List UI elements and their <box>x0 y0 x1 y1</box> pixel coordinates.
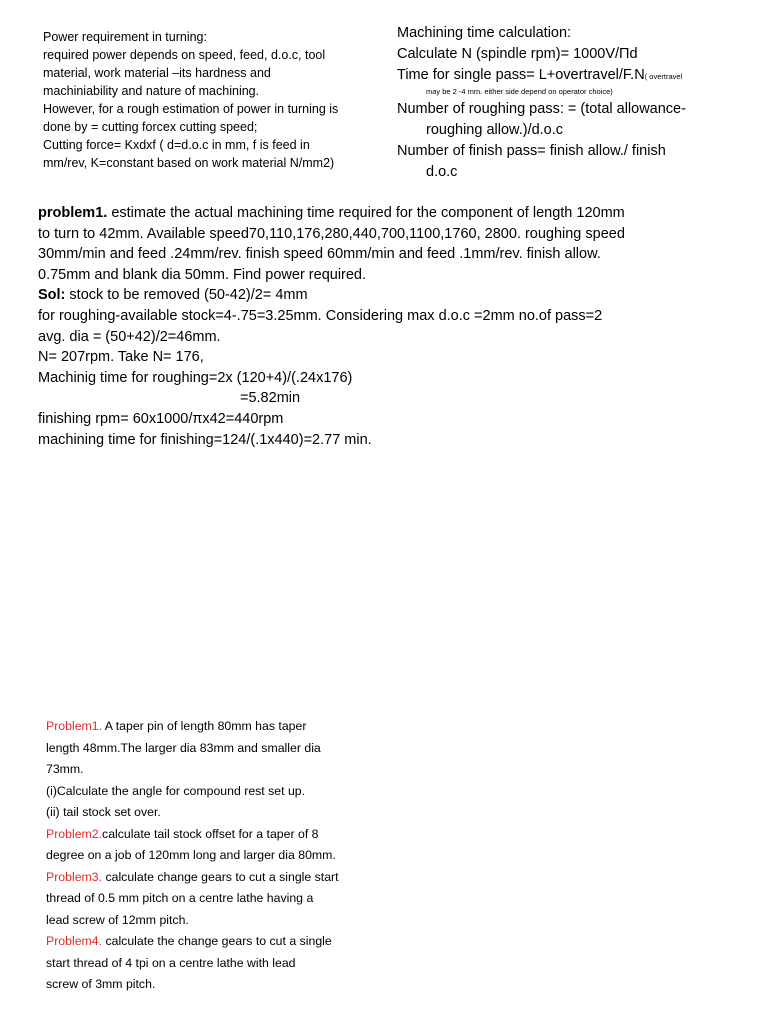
note-line: required power depends on speed, feed, d.o.c, tool <box>43 48 326 62</box>
solution-line: for roughing-available stock=4-.75=3.25mm. Considering max d.o.c =2mm no.of pass=2 <box>38 307 603 324</box>
problem-label: Problem3. <box>46 869 103 884</box>
solution-text: stock to be removed (50-42)/2= 4mm <box>65 287 308 304</box>
problem-line: 73mm. <box>46 762 84 776</box>
problem-text: calculate the change gears to cut a single <box>102 934 332 948</box>
overtravel-note: ( overtravel <box>644 72 683 81</box>
problem-label: problem1. <box>38 205 108 221</box>
problem-line <box>46 931 386 953</box>
note-line: mm/rev, K=constant based on work material N/mm2) <box>43 156 335 170</box>
problem-text: calculate change gears to cut a single start <box>102 869 339 884</box>
problem-statement-line: to turn to 42mm. Available speed70,110,176,280,440,700,1100,1760, 2800. roughing speed <box>38 225 625 242</box>
problem-line: degree on a job of 120mm long and larger dia 80mm. <box>46 848 336 862</box>
machining-time-note <box>397 23 742 183</box>
problem-statement-line: 30mm/min and feed .24mm/rev. finish speed 60mm/min and feed .1mm/rev. finish allow. <box>38 246 601 263</box>
solution-line: N= 207rpm. Take N= 176, <box>38 349 204 366</box>
roughing-pass-formula: Number of roughing pass: = (total allowance- <box>397 101 686 117</box>
problem-label: Problem2. <box>46 826 103 841</box>
problem-line: screw of 3mm pitch. <box>46 977 156 991</box>
note-line: However, for a rough estimation of power in turning is <box>43 102 339 116</box>
problem1-solution <box>38 203 718 450</box>
machining-time-title: Machining time calculation: <box>397 25 572 41</box>
single-pass-formula <box>397 65 742 87</box>
spindle-formula: Calculate N (spindle rpm)= 1000V/Πd <box>397 46 638 62</box>
note-line: Cutting force= Kxdxf ( d=d.o.c in mm, f is feed in <box>43 138 310 152</box>
solution-line: finishing rpm= 60x1000/πx42=440rpm <box>38 410 284 427</box>
problem-line <box>46 867 386 889</box>
problem-text: estimate the actual machining time required for the component of length 120mm <box>107 205 625 221</box>
problem-line: length 48mm.The larger dia 83mm and smaller dia <box>46 740 321 755</box>
solution-line <box>38 285 718 306</box>
overtravel-note-cont: may be 2 -4 mm. either side depend on operator choice) <box>426 87 613 96</box>
problem-label: Problem1. <box>46 719 103 733</box>
note-line: material, work material –its hardness and <box>43 66 271 80</box>
solution-line: Machinig time for roughing=2x (120+4)/(.24x176) <box>38 369 353 386</box>
finish-pass-formula-cont: d.o.c <box>426 164 458 180</box>
problem-line <box>46 824 386 846</box>
problem-text: calculate tail stock offset for a taper of 8 <box>102 826 319 841</box>
solution-line: avg. dia = (50+42)/2=46mm. <box>38 328 221 345</box>
problem-line: (ii) tail stock set over. <box>46 805 161 819</box>
problem-line: start thread of 4 tpi on a centre lathe with lead <box>46 955 296 970</box>
problem-line: thread of 0.5 mm pitch on a centre lathe having a <box>46 891 314 905</box>
problem-line: (i)Calculate the angle for compound rest set up. <box>46 783 306 798</box>
solution-line: machining time for finishing=124/(.1x440)=2.77 min. <box>38 431 372 448</box>
note-line: Power requirement in turning: <box>43 30 207 44</box>
single-pass-text: Time for single pass= L+overtravel/F.N <box>397 67 645 83</box>
solution-label: Sol: <box>38 287 66 304</box>
problem-text: A taper pin of length 80mm has taper <box>102 719 307 733</box>
note-line: done by = cutting forcex cutting speed; <box>43 120 258 134</box>
problems-list <box>46 716 386 996</box>
problem-line: lead screw of 12mm pitch. <box>46 912 189 927</box>
power-requirement-note <box>43 28 383 172</box>
note-line: machiniability and nature of machining. <box>43 84 260 98</box>
solution-line: =5.82min <box>240 390 301 407</box>
roughing-pass-formula-cont: roughing allow.)/d.o.c <box>426 122 564 138</box>
problem-line <box>46 716 386 738</box>
problem-label: Problem4. <box>46 934 103 948</box>
problem-statement-line: 0.75mm and blank dia 50mm. Find power required. <box>38 266 367 283</box>
finish-pass-formula: Number of finish pass= finish allow./ finish <box>397 143 666 159</box>
problem-statement-line <box>38 203 718 224</box>
